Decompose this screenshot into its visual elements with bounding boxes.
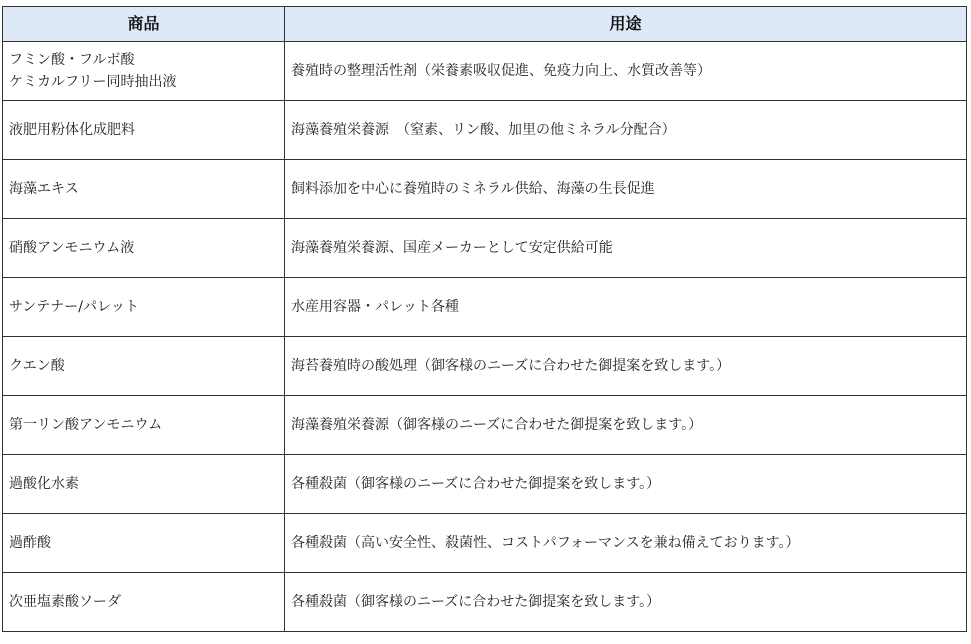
table-body: [3, 42, 967, 632]
table-row: [3, 219, 967, 278]
product-use-table: [2, 6, 967, 632]
use-cell: 水産用容器・パレット各種: [285, 278, 967, 337]
product-name: 過酸化水素: [9, 476, 79, 492]
use-cell: 養殖時の整理活性剤（栄養素吸収促進、免疫力向上、水質改善等）: [285, 42, 967, 101]
table-row: [3, 455, 967, 514]
product-cell: [3, 42, 285, 101]
use-cell: 海苔養殖時の酸処理（御客様のニーズに合わせた御提案を致します。）: [285, 337, 967, 396]
table-row: [3, 278, 967, 337]
product-name: 液肥用粉体化成肥料: [9, 122, 135, 138]
table-row: [3, 160, 967, 219]
product-cell: [3, 219, 285, 278]
table-row: [3, 573, 967, 632]
product-name: 海藻エキス: [9, 181, 79, 197]
table-row: [3, 514, 967, 573]
product-name: フミン酸・フルボ酸: [9, 52, 135, 68]
product-name: 次亜塩素酸ソーダ: [9, 594, 121, 610]
product-cell: [3, 455, 285, 514]
use-cell: 各種殺菌（御客様のニーズに合わせた御提案を致します。）: [285, 573, 967, 632]
product-cell: [3, 160, 285, 219]
product-name: 過酢酸: [9, 535, 51, 551]
product-name: サンテナー/パレット: [9, 299, 139, 315]
header-product: 商品: [3, 7, 285, 42]
product-cell: [3, 278, 285, 337]
use-cell: 海藻養殖栄養源、国産メーカーとして安定供給可能: [285, 219, 967, 278]
use-cell: 各種殺菌（高い安全性、殺菌性、コストパフォーマンスを兼ね備えております。）: [285, 514, 967, 573]
table-row: [3, 396, 967, 455]
header-use: 用途: [285, 7, 967, 42]
use-cell: 各種殺菌（御客様のニーズに合わせた御提案を致します。）: [285, 455, 967, 514]
product-name: クエン酸: [9, 358, 65, 374]
product-cell: [3, 396, 285, 455]
product-cell: [3, 573, 285, 632]
product-name: 硝酸アンモニウム液: [9, 240, 135, 256]
table-row: [3, 337, 967, 396]
table-row: [3, 101, 967, 160]
header-row: [3, 7, 967, 42]
table-row: [3, 42, 967, 101]
product-cell: [3, 514, 285, 573]
use-cell: 飼料添加を中心に養殖時のミネラル供給、海藻の生長促進: [285, 160, 967, 219]
use-cell: 海藻養殖栄養源（御客様のニーズに合わせた御提案を致します。）: [285, 396, 967, 455]
use-cell: 海藻養殖栄養源 （窒素、リン酸、加里の他ミネラル分配合）: [285, 101, 967, 160]
product-cell: [3, 337, 285, 396]
product-cell: [3, 101, 285, 160]
product-name: 第一リン酸アンモニウム: [9, 417, 163, 433]
product-name: ケミカルフリー同時抽出液: [9, 74, 177, 90]
